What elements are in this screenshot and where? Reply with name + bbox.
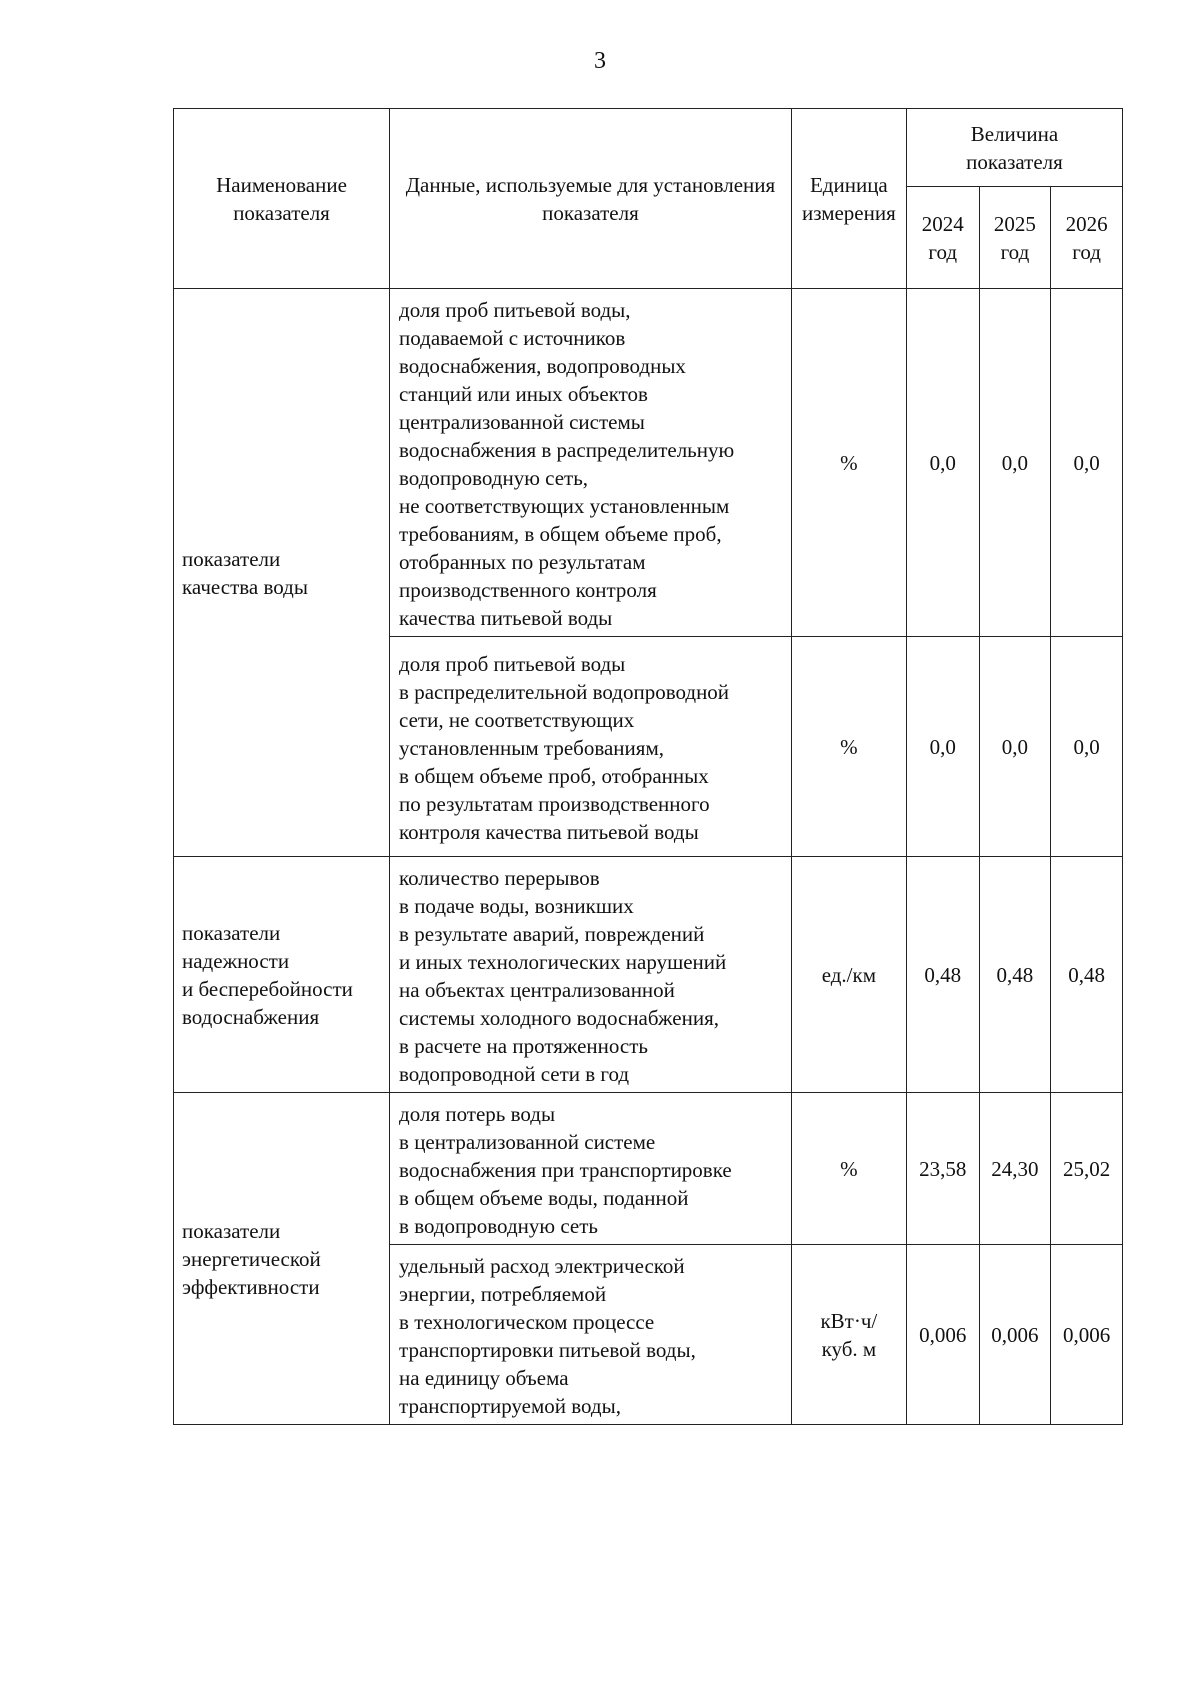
indicator-name-line: и бесперебойности	[182, 976, 353, 1001]
data-line: в расчете на протяженность	[399, 1033, 649, 1058]
header-row	[174, 109, 1123, 187]
value-2025: 0,0	[979, 289, 1051, 637]
data-line: качества питьевой воды	[399, 605, 613, 630]
source-data-cell	[390, 289, 792, 637]
header-text-line: Данные, используемые	[405, 172, 612, 197]
table-row	[174, 857, 1123, 1093]
indicator-name-line: показатели	[182, 546, 281, 571]
header-year-2026	[1051, 187, 1123, 289]
source-data-cell	[390, 1093, 792, 1245]
data-line: удельный расход электрической	[399, 1253, 685, 1278]
year-word: год	[1072, 239, 1101, 264]
value-2024: 0,0	[906, 637, 979, 857]
header-text-line: измерения	[801, 200, 896, 225]
data-line: системы холодного водоснабжения,	[399, 1005, 719, 1030]
table-row	[174, 1093, 1123, 1245]
header-indicator-name	[174, 109, 390, 289]
value-2024: 0,0	[906, 289, 979, 637]
unit-cell	[791, 637, 906, 857]
value-2026: 25,02	[1051, 1093, 1123, 1245]
data-line: водопроводной сети в год	[399, 1061, 630, 1086]
data-line: водоснабжения в распределительную	[399, 437, 735, 462]
unit-text: куб. м	[821, 1336, 877, 1361]
header-year-2024	[906, 187, 979, 289]
data-line: транспортируемой воды,	[399, 1393, 621, 1418]
indicator-name-line: энергетической	[182, 1246, 321, 1271]
year-word: год	[928, 239, 958, 264]
year-word: год	[1000, 239, 1030, 264]
source-data-cell	[390, 857, 792, 1093]
header-text-line: Единица	[809, 172, 888, 197]
data-line: в распределительной водопроводной	[399, 679, 730, 704]
value-2026: 0,0	[1051, 637, 1123, 857]
data-line: энергии, потребляемой	[399, 1281, 607, 1306]
value-2024: 23,58	[906, 1093, 979, 1245]
header-unit	[791, 109, 906, 289]
indicators-table	[173, 108, 1123, 1425]
data-line: доля проб питьевой воды,	[399, 297, 631, 322]
data-line: в водопроводную сеть	[399, 1213, 598, 1238]
indicator-name-line: надежности	[182, 948, 290, 973]
data-line: водоснабжения при транспортировке	[399, 1157, 732, 1182]
indicator-name-reliability	[174, 857, 390, 1093]
data-line: доля потерь воды	[399, 1101, 556, 1126]
year-number: 2026	[1065, 211, 1108, 236]
value-2026: 0,48	[1051, 857, 1123, 1093]
unit-cell	[791, 1245, 906, 1425]
header-text-line: для установления показателя	[542, 172, 776, 225]
data-line: в общем объеме проб, отобранных	[399, 763, 709, 788]
unit-text: %	[840, 734, 858, 759]
indicator-name-energy-efficiency	[174, 1093, 390, 1425]
unit-cell	[791, 289, 906, 637]
data-line: производственного контроля	[399, 577, 657, 602]
data-line: централизованной системы	[399, 409, 645, 434]
data-line: установленным требованиям,	[399, 735, 664, 760]
data-line: сети, не соответствующих	[399, 707, 635, 732]
value-2024: 0,006	[906, 1245, 979, 1425]
indicator-name-line: показатели	[182, 920, 281, 945]
header-text-line: Наименование	[216, 172, 347, 197]
value-2025: 0,48	[979, 857, 1051, 1093]
data-line: водопроводную сеть,	[399, 465, 589, 490]
data-line: на единицу объема	[399, 1365, 569, 1390]
unit-text: %	[840, 1156, 858, 1181]
indicator-name-line: показатели	[182, 1218, 281, 1243]
unit-cell	[791, 1093, 906, 1245]
value-2024: 0,48	[906, 857, 979, 1093]
unit-text: %	[840, 450, 858, 475]
data-line: требованиям, в общем объеме проб,	[399, 521, 722, 546]
data-line: количество перерывов	[399, 865, 600, 890]
data-line: в подаче воды, возникших	[399, 893, 634, 918]
source-data-cell	[390, 637, 792, 857]
data-line: транспортировки питьевой воды,	[399, 1337, 696, 1362]
data-line: и иных технологических нарушений	[399, 949, 727, 974]
value-2025: 24,30	[979, 1093, 1051, 1245]
header-text-line: показателя	[966, 149, 1063, 174]
data-line: в централизованной системе	[399, 1129, 656, 1154]
source-data-cell	[390, 1245, 792, 1425]
data-line: в общем объеме воды, поданной	[399, 1185, 689, 1210]
table-row	[174, 289, 1123, 637]
data-line: в результате аварий, повреждений	[399, 921, 705, 946]
data-line: контроля качества питьевой воды	[399, 819, 699, 844]
page-number: 3	[594, 48, 606, 74]
data-line: подаваемой с источников	[399, 325, 626, 350]
data-line: станций или иных объектов	[399, 381, 648, 406]
indicator-name-line: качества воды	[182, 574, 308, 599]
unit-cell	[791, 857, 906, 1093]
unit-text: кВт·ч/	[820, 1308, 878, 1333]
header-source-data	[390, 109, 792, 289]
year-number: 2025	[993, 211, 1036, 236]
header-year-2025	[979, 187, 1051, 289]
value-2026: 0,0	[1051, 289, 1123, 637]
value-2025: 0,0	[979, 637, 1051, 857]
data-line: отобранных по результатам	[399, 549, 646, 574]
data-line: на объектах централизованной	[399, 977, 675, 1002]
unit-text: ед./км	[821, 962, 877, 987]
data-line: не соответствующих установленным	[399, 493, 730, 518]
header-text-line: показателя	[233, 200, 330, 225]
indicator-name-line: эффективности	[182, 1274, 320, 1299]
header-text-line: Величина	[970, 121, 1059, 146]
indicator-name-water-quality	[174, 289, 390, 857]
data-line: водоснабжения, водопроводных	[399, 353, 686, 378]
data-line: по результатам производственного	[399, 791, 710, 816]
value-2026: 0,006	[1051, 1245, 1123, 1425]
value-2025: 0,006	[979, 1245, 1051, 1425]
header-value-group	[906, 109, 1122, 187]
year-number: 2024	[921, 211, 964, 236]
indicator-name-line: водоснабжения	[182, 1004, 320, 1029]
data-line: в технологическом процессе	[399, 1309, 655, 1334]
data-line: доля проб питьевой воды	[399, 651, 626, 676]
